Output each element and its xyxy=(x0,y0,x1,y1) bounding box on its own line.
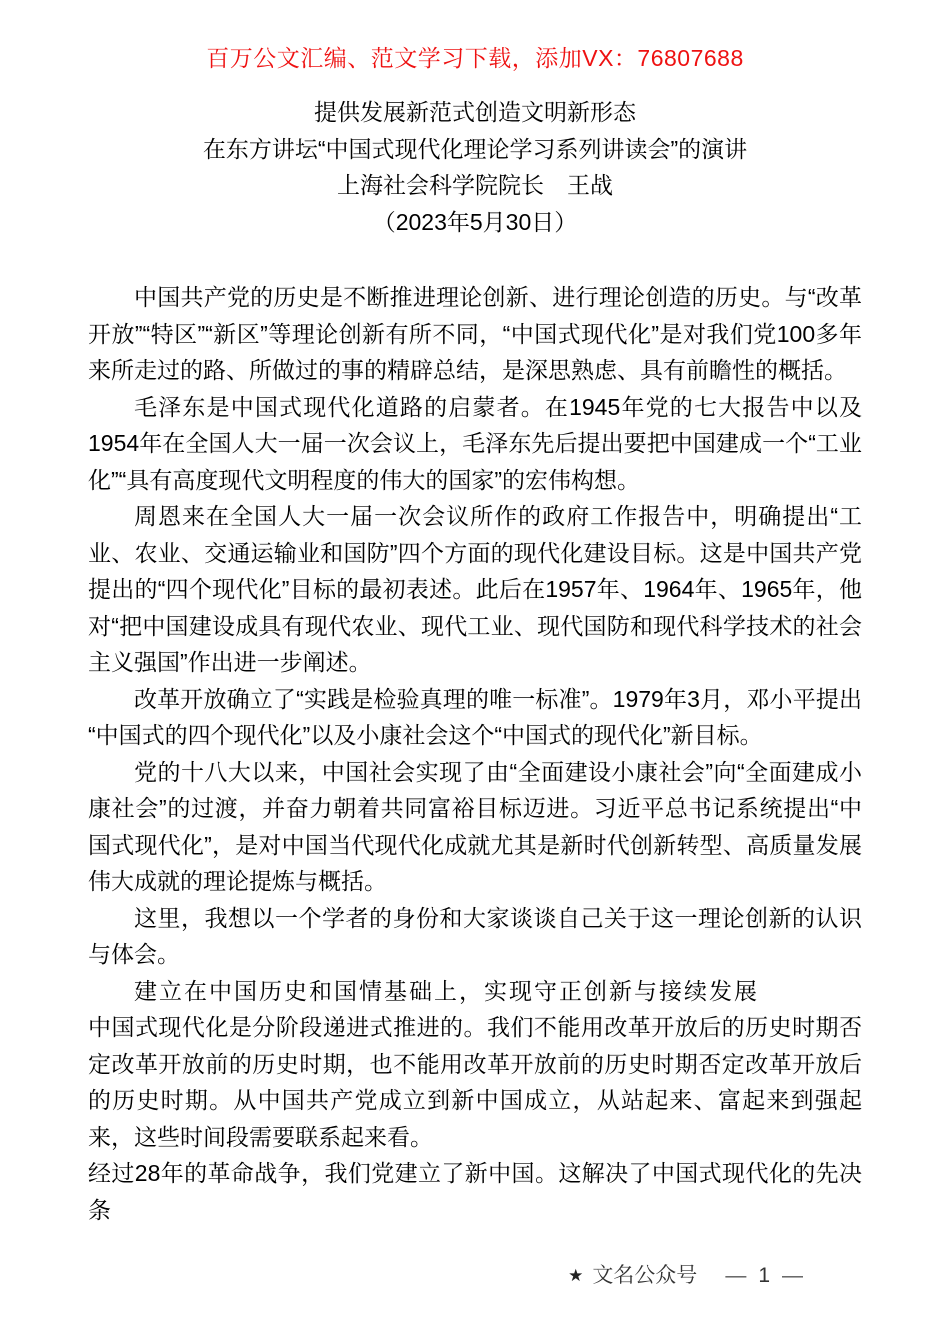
footer-dash-left: — xyxy=(725,1264,747,1287)
footer-label: 文名公众号 xyxy=(592,1264,698,1287)
paragraph-4: 改革开放确立了“实践是检验真理的唯一标准”。1979年3月，邓小平提出“中国式的四个现代化”以及小康社会这个“中国式的现代化”新目标。 xyxy=(88,685,862,748)
document-body xyxy=(88,279,862,1228)
paragraph-6: 这里，我想以一个学者的身份和大家谈谈自己关于这一理论创新的认识与体会。 xyxy=(88,904,862,967)
document-title: 提供发展新范式创造文明新形态 xyxy=(314,99,636,125)
paragraph-3: 周恩来在全国人大一届一次会议所作的政府工作报告中，明确提出“工业、农业、交通运输业和国防”四个方面的现代化建设目标。这是中国共产党提出的“四个现代化”目标的最初表述。此后在1957年、1964年、1965年，他对“把中国建设成具有现代农业、现代工业、现代国防和现代科学技术的社会主义强国”作出进一步阐述。 xyxy=(88,503,862,675)
document-subtitle: 在东方讲坛“中国式现代化理论学习系列讲读会”的演讲 xyxy=(202,135,748,162)
document-date: （2023年5月30日） xyxy=(372,208,578,235)
page-number: 1 xyxy=(758,1264,770,1287)
paragraph-2: 毛泽东是中国式现代化道路的启蒙者。在1945年党的七大报告中以及1954年在全国人大一届一次会议上，毛泽东先后提出要把中国建成一个“工业化”“具有高度现代文明程度的伟大的国家”的宏伟构想。 xyxy=(88,393,862,493)
title-block xyxy=(0,94,950,240)
star-icon: ★ xyxy=(568,1266,584,1285)
paragraph-1: 中国共产党的历史是不断推进理论创新、进行理论创造的历史。与“改革开放”“特区”“新区”等理论创新有所不同，“中国式现代化”是对我们党100多年来所走过的路、所做过的事的精辟总结，是深思熟虑、具有前瞻性的概括。 xyxy=(88,284,862,383)
document-author: 上海社会科学院院长 王战 xyxy=(337,172,613,198)
footer-dash-right: — xyxy=(782,1264,803,1287)
paragraph-8-truncated: 经过28年的革命战争，我们党建立了新中国。这解决了中国式现代化的先决条 xyxy=(88,1160,862,1223)
paragraph-5: 党的十八大以来，中国社会实现了由“全面建设小康社会”向“全面建成小康社会”的过渡，并奋力朝着共同富裕目标迈进。习近平总书记系统提出“中国式现代化”，是对中国当代现代化成就尤其是新时代创新转型、高质量发展伟大成就的理论提炼与概括。 xyxy=(88,758,862,894)
page-footer xyxy=(568,1261,815,1291)
promo-banner: 百万公文汇编、范文学习下载，添加VX：76807688 xyxy=(206,45,744,71)
section-heading: 建立在中国历史和国情基础上，实现守正创新与接续发展 xyxy=(134,977,759,1004)
paragraph-7: 中国式现代化是分阶段递进式推进的。我们不能用改革开放后的历史时期否定改革开放前的历史时期，也不能用改革开放前的历史时期否定改革开放后的历史时期。从中国共产党成立到新中国成立，从站起来、富起来到强起来，这些时间段需要联系起来看。 xyxy=(88,1014,862,1150)
